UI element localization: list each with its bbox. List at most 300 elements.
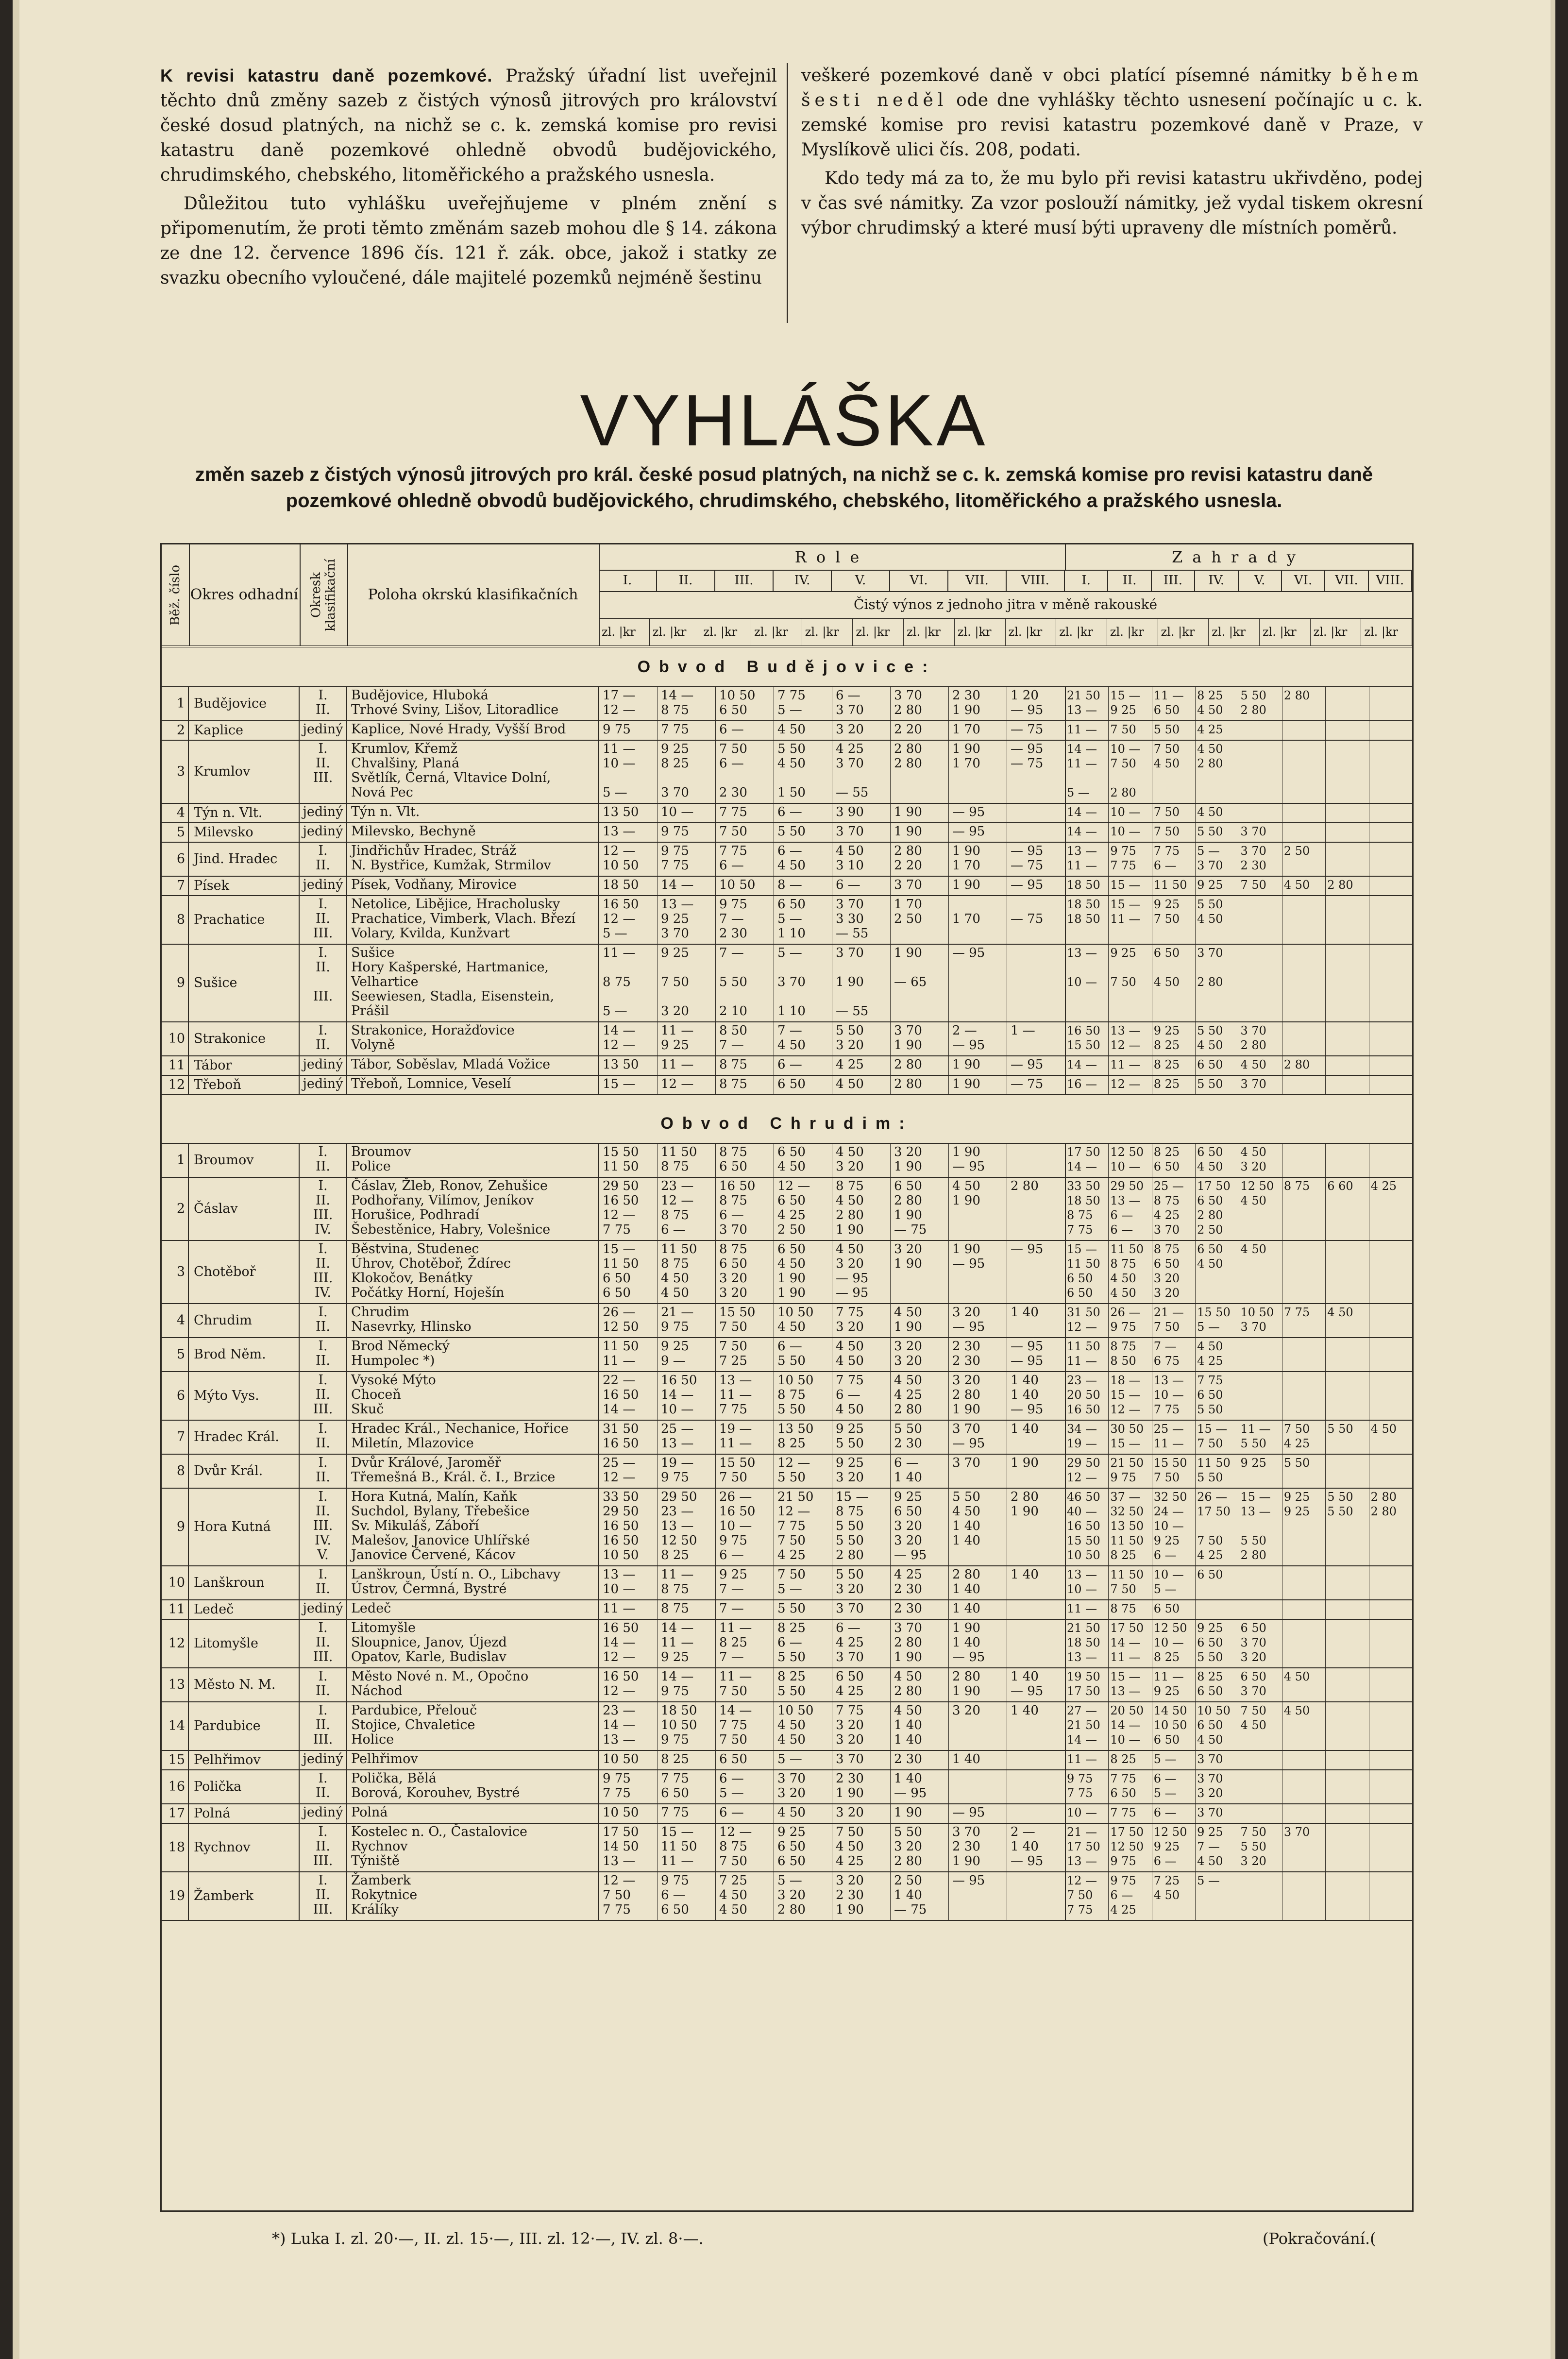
field-value: 3 20: [836, 1718, 864, 1732]
grid-line: [657, 686, 658, 720]
field-value: 5 —: [777, 1752, 802, 1766]
garden-value: 4 25: [1110, 1903, 1136, 1917]
field-value: 3 20: [836, 1805, 864, 1820]
field-value: 2 30: [894, 1582, 922, 1596]
row-district: Jind. Hradec: [189, 842, 300, 876]
row-number: 15: [162, 1750, 189, 1769]
field-value: 1 90: [952, 1621, 980, 1635]
grid-line: [1108, 1823, 1109, 1871]
field-value: 13 —: [661, 1519, 694, 1533]
table-row: [162, 876, 1412, 896]
grid-line: [890, 1619, 891, 1667]
field-value: 14 —: [603, 1635, 636, 1650]
field-value: 6 —: [836, 1621, 860, 1635]
field-value: 8 75: [719, 1193, 747, 1208]
garden-value: 5 —: [1197, 844, 1220, 858]
field-value: — 95: [952, 1650, 985, 1664]
field-value: 7 25: [719, 1354, 747, 1368]
garden-value: 8 50: [1110, 1354, 1136, 1368]
row-number: 3: [162, 1240, 189, 1303]
garden-value: 21 50: [1067, 1718, 1100, 1732]
field-value: 17 50: [603, 1825, 639, 1839]
grid-line: [657, 1769, 658, 1803]
garden-value: 12 50: [1240, 1179, 1274, 1193]
garden-value: 18 —: [1110, 1374, 1141, 1387]
garden-value: 14 —: [1110, 1636, 1141, 1649]
row-location: Písek, Vodňany, Mirovice: [347, 876, 599, 895]
field-value: 12 50: [661, 1533, 697, 1548]
grid-line: [715, 1303, 716, 1337]
field-value: 16 50: [603, 897, 639, 912]
field-value: 7 75: [603, 1222, 631, 1237]
grid-line: [1108, 1619, 1109, 1667]
garden-value: 5 50: [1327, 1422, 1353, 1436]
field-value: 8 75: [836, 1179, 864, 1193]
grid-line: [715, 1177, 716, 1240]
field-value: 6 —: [777, 1057, 802, 1072]
field-value: 4 50: [952, 1504, 980, 1519]
field-value: 7 —: [719, 1650, 744, 1664]
field-value: — 95: [894, 1786, 927, 1800]
row-class-district: I. II. III.: [300, 895, 347, 944]
garden-value: 14 —: [1067, 805, 1097, 819]
field-value: 2 80: [894, 1077, 922, 1091]
field-value: 12 —: [603, 1038, 636, 1052]
field-value: 10 50: [603, 1548, 639, 1562]
grid-line: [890, 1075, 891, 1094]
subtitle-line-2: pozemkové ohledně obvodů budějovického, chrudimského, chebského, litoměřického a pražského usnesla.: [286, 490, 1282, 511]
row-class-district: I. II.: [300, 1337, 347, 1371]
grid-line: [657, 944, 658, 1021]
garden-value: 8 25: [1197, 689, 1223, 702]
row-values: [599, 1143, 1412, 1177]
garden-value: 20 50: [1067, 1388, 1100, 1402]
field-value: 4 50: [836, 1077, 864, 1091]
grid-line-major: [1065, 1021, 1066, 1055]
field-value: 1 90: [952, 1145, 980, 1159]
field-value: 14 —: [603, 1402, 636, 1417]
field-value: 6 —: [661, 1888, 686, 1902]
field-value: 3 70: [836, 703, 864, 717]
garden-value: 9 25: [1110, 946, 1136, 960]
field-value: 8 75: [719, 1839, 747, 1854]
field-value: — 95: [952, 1873, 985, 1888]
field-value: 2 30: [836, 1771, 864, 1786]
field-value: 5 50: [836, 1519, 864, 1533]
field-value: 3 20: [894, 1145, 922, 1159]
field-value: 6 50: [661, 1786, 689, 1800]
field-value: 6 50: [777, 1839, 806, 1854]
garden-value: 4 50: [1240, 1058, 1266, 1071]
row-location: Krumlov, Křemž Chvalšiny, Planá Světlík, Černá, Vltavice Dolní, Nová Pec: [347, 740, 599, 803]
garden-class-header-8: VIII.: [1369, 570, 1412, 591]
grid-line: [1108, 1565, 1109, 1599]
intro-paragraph-4: Kdo tedy má za to, že mu bylo při revisi katastru ukřivděno, podej v čas své námitky. Za vzor poslouží námitky, jež vydal tiskem okresní výbor chrudimský a které musí býti upraveny dle místních poměrů.: [801, 169, 1423, 238]
garden-value: 14 50: [1153, 1704, 1187, 1717]
garden-value: 3 70: [1153, 1223, 1180, 1237]
grid-line: [1325, 686, 1326, 720]
grid-line: [948, 1303, 949, 1337]
field-value: 3 70: [836, 824, 864, 839]
garden-value: 15 50: [1067, 1534, 1100, 1547]
header-location-label: Poloha okrskú klasifikačních: [368, 586, 578, 603]
table-row: [162, 822, 1412, 843]
field-value: 1 70: [894, 897, 922, 912]
row-values: [599, 1055, 1412, 1075]
grid-line: [1325, 1303, 1326, 1337]
row-values: [599, 1240, 1412, 1303]
garden-value: 9 25: [1153, 1024, 1180, 1037]
grid-line: [1108, 1750, 1109, 1769]
garden-value: 15 —: [1110, 898, 1141, 911]
grid-line: [1108, 1371, 1109, 1420]
row-number: 14: [162, 1701, 189, 1750]
grid-line-major: [1065, 1619, 1066, 1667]
table-row: [162, 1420, 1412, 1455]
grid-line: [1195, 1769, 1196, 1803]
field-value: 14 —: [661, 688, 694, 703]
field-value: 2 80: [894, 742, 922, 756]
field-value: 5 50: [777, 1354, 806, 1368]
table-row: [162, 1750, 1412, 1770]
field-value: 6 —: [719, 1208, 744, 1222]
garden-value: 3 70: [1197, 946, 1223, 960]
field-value: 6 50: [603, 1286, 631, 1300]
garden-value: 7 —: [1197, 1840, 1220, 1853]
row-class-district: I. II. III. IV.: [300, 1177, 347, 1240]
garden-value: 15 —: [1110, 1437, 1141, 1450]
grid-line: [1195, 1488, 1196, 1565]
garden-value: 2 80: [1370, 1490, 1397, 1504]
grid-line: [948, 944, 949, 1021]
page-title: VYHLÁŠKA: [580, 379, 988, 461]
row-location: Litomyšle Sloupnice, Janov, Újezd Opatov, Karle, Budislav: [347, 1619, 599, 1667]
garden-value: 6 50: [1067, 1272, 1093, 1285]
field-value: 3 90: [836, 805, 864, 819]
field-value: 12 —: [603, 844, 636, 858]
field-value: 2 80: [894, 703, 922, 717]
grid-line: [715, 822, 716, 842]
garden-value: 20 50: [1110, 1704, 1144, 1717]
field-value: 10 50: [661, 1718, 697, 1732]
row-values: [599, 1871, 1412, 1920]
table-row: [162, 895, 1412, 945]
field-value: 19 —: [661, 1456, 694, 1470]
row-number: 7: [162, 876, 189, 895]
field-value: 4 50: [719, 1902, 747, 1917]
grid-line: [890, 1303, 891, 1337]
grid-line: [948, 1143, 949, 1177]
field-value: 1 40: [894, 1470, 922, 1485]
field-value: 6 50: [894, 1504, 922, 1519]
garden-value: 7 50: [1153, 825, 1180, 838]
garden-value: 5 —: [1197, 1874, 1220, 1887]
garden-value: 32 50: [1153, 1490, 1187, 1504]
field-value: 7 75: [836, 1305, 864, 1320]
field-value: 9 25: [661, 946, 689, 960]
table-row: [162, 1803, 1412, 1824]
field-value: 6 —: [777, 844, 802, 858]
field-value: 1 40: [1011, 1422, 1039, 1436]
garden-value: 2 50: [1283, 844, 1310, 858]
garden-value: 4 50: [1283, 878, 1310, 892]
grid-line: [948, 1420, 949, 1454]
field-value: 26 —: [719, 1490, 752, 1504]
garden-value: 6 50: [1153, 1602, 1180, 1615]
garden-value: 7 50: [1153, 1320, 1180, 1334]
field-value: 3 20: [836, 1470, 864, 1485]
garden-value: 3 70: [1240, 1684, 1266, 1698]
grid-line-major: [1065, 822, 1066, 842]
garden-value: 11 50: [1110, 1534, 1144, 1547]
field-value: 9 75: [719, 897, 747, 912]
garden-value: 4 25: [1197, 1548, 1223, 1562]
row-location: Město Nové n. M., Opočno Náchod: [347, 1667, 599, 1701]
grid-line: [1325, 1619, 1326, 1667]
garden-value: 13 —: [1067, 844, 1097, 858]
garden-value: 6 50: [1153, 1257, 1180, 1271]
garden-value: 17 50: [1067, 1145, 1100, 1159]
table-row: [162, 1055, 1412, 1076]
field-value: 14 50: [603, 1839, 639, 1854]
row-values: [599, 1599, 1412, 1619]
garden-value: 12 50: [1110, 1145, 1144, 1159]
garden-value: 5 50: [1197, 1650, 1223, 1664]
grid-line: [1195, 740, 1196, 803]
scan-strip-right: [1551, 0, 1555, 2359]
garden-value: 13 —: [1153, 1374, 1184, 1387]
garden-value: 2 80: [1283, 1058, 1310, 1071]
table-row: [162, 1488, 1412, 1566]
field-value: 5 50: [777, 1650, 806, 1664]
garden-value: 4 50: [1240, 1194, 1266, 1207]
field-value: 1 40: [1011, 1305, 1039, 1320]
grid-line: [657, 822, 658, 842]
field-value: 16 50: [603, 1193, 639, 1208]
garden-value: 3 20: [1240, 1854, 1266, 1868]
field-value: 21 50: [777, 1490, 814, 1504]
field-value: 1 10: [777, 1004, 806, 1018]
row-class-district: jediný: [300, 876, 347, 895]
header-district-label: Okres odhadní: [190, 586, 299, 603]
field-value: 3 20: [836, 1732, 864, 1747]
grid-line: [948, 803, 949, 822]
grid-line-major: [1065, 1701, 1066, 1750]
grid-line: [715, 1075, 716, 1094]
row-location: Týn n. Vlt.: [347, 803, 599, 822]
garden-value: 6 50: [1197, 1194, 1223, 1207]
field-value: 4 50: [777, 1159, 806, 1174]
field-value: 9 25: [836, 1422, 864, 1436]
grid-line: [1108, 822, 1109, 842]
field-value: 16 50: [603, 1388, 639, 1402]
garden-value: 11 —: [1240, 1422, 1271, 1436]
field-value: 5 —: [603, 926, 627, 941]
row-number: 2: [162, 720, 189, 740]
field-value: 16 50: [603, 1533, 639, 1548]
field-value: 9 75: [661, 1732, 689, 1747]
row-district: Kaplice: [189, 720, 300, 740]
field-value: 9 75: [661, 1470, 689, 1485]
field-value: — 95: [894, 1548, 927, 1562]
grid-line-major: [1065, 895, 1066, 944]
grid-line: [1325, 1769, 1326, 1803]
row-district: Mýto Vys.: [189, 1371, 300, 1420]
unit-header: zl. |kr: [853, 618, 904, 645]
table-row: [162, 1769, 1412, 1804]
field-value: 13 —: [603, 1732, 636, 1747]
row-location: Budějovice, Hluboká Trhové Sviny, Lišov, Litoradlice: [347, 686, 599, 720]
field-value: 4 50: [836, 1402, 864, 1417]
garden-value: 2 80: [1197, 975, 1223, 989]
field-value: 16 50: [603, 1669, 639, 1684]
unit-header: zl. |kr: [1158, 618, 1209, 645]
garden-value: 18 50: [1067, 1636, 1100, 1649]
garden-value: 14 —: [1067, 1058, 1097, 1071]
grid-line: [715, 1803, 716, 1823]
row-values: [599, 944, 1412, 1021]
field-value: 4 50: [836, 844, 864, 858]
garden-value: 7 75: [1110, 859, 1136, 872]
garden-value: 21 50: [1067, 689, 1100, 702]
field-value: 3 20: [952, 1703, 980, 1718]
field-value: 8 75: [661, 1582, 689, 1596]
field-value: 11 —: [719, 1388, 752, 1402]
field-value: 6 50: [777, 897, 806, 912]
field-value: 7 75: [836, 1703, 864, 1718]
field-value: 1 90: [952, 1057, 980, 1072]
field-value: — 75: [1011, 858, 1044, 873]
garden-value: 19 50: [1067, 1670, 1100, 1683]
field-value: 2 —: [1011, 1825, 1035, 1839]
unit-header: zl. |kr: [1056, 618, 1107, 645]
garden-value: 10 —: [1110, 825, 1141, 838]
garden-value: 13 —: [1067, 1568, 1097, 1581]
row-district: Čáslav: [189, 1177, 300, 1240]
field-value: 3 70: [836, 1650, 864, 1664]
row-class-district: I. II.: [300, 686, 347, 720]
garden-value: 3 70: [1240, 1077, 1266, 1091]
grid-line: [890, 1143, 891, 1177]
garden-value: 12 50: [1110, 1840, 1144, 1853]
field-value: 7 50: [719, 742, 747, 756]
grid-line: [1108, 1667, 1109, 1701]
intro-article: [160, 63, 1423, 323]
garden-value: 6 50: [1197, 1242, 1223, 1256]
field-value: 6 50: [719, 1159, 747, 1174]
garden-value: 7 75: [1153, 844, 1180, 858]
row-number: 1: [162, 1143, 189, 1177]
grid-line: [890, 1667, 891, 1701]
field-value: 26 —: [603, 1305, 636, 1320]
row-class-district: jediný: [300, 803, 347, 822]
garden-value: 8 75: [1110, 1257, 1136, 1271]
field-value: 1 90: [952, 878, 980, 892]
garden-value: 8 75: [1067, 1208, 1093, 1222]
field-value: 2 30: [894, 1436, 922, 1451]
field-value: 3 20: [836, 1582, 864, 1596]
field-value: 11 —: [661, 1567, 694, 1582]
field-value: 2 80: [836, 1208, 864, 1222]
field-value: 11 —: [661, 1854, 694, 1868]
field-value: 10 50: [719, 878, 756, 892]
field-value: 3 70: [952, 1422, 980, 1436]
grid-line: [1195, 686, 1196, 720]
grid-line: [890, 1488, 891, 1565]
garden-value: 11 50: [1110, 1568, 1144, 1581]
row-class-district: I. II.: [300, 1021, 347, 1055]
field-value: 8 75: [661, 1601, 689, 1616]
field-value: 8 75: [719, 1077, 747, 1091]
garden-class-header-1: I.: [1065, 570, 1108, 591]
unit-header: zl. |kr: [1260, 618, 1311, 645]
field-value: 9 25: [661, 742, 689, 756]
grid-line: [948, 1667, 949, 1701]
row-district: Polička: [189, 1769, 300, 1803]
grid-line: [890, 803, 891, 822]
field-class-header-5: V.: [832, 570, 890, 591]
garden-value: 7 75: [1110, 1806, 1136, 1819]
field-value: 9 75: [661, 1320, 689, 1334]
garden-value: 6 60: [1327, 1179, 1353, 1193]
field-value: 7 50: [719, 1732, 747, 1747]
grid-line: [890, 1871, 891, 1920]
field-value: 3 20: [894, 1533, 922, 1548]
intro-column-right: [801, 63, 1423, 244]
field-value: 4 50: [777, 1038, 806, 1052]
field-value: 9 75: [603, 722, 631, 737]
field-value: 3 20: [719, 1286, 747, 1300]
grid-line: [715, 1337, 716, 1371]
garden-value: 6 50: [1153, 1160, 1180, 1173]
field-value: 5 50: [777, 824, 806, 839]
field-value: 1 90: [894, 1256, 922, 1271]
garden-value: 4 50: [1283, 1704, 1310, 1717]
garden-value: 13 —: [1067, 1650, 1097, 1664]
field-value: 12 —: [719, 1825, 752, 1839]
garden-value: 9 75: [1110, 1320, 1136, 1334]
field-value: 7 75: [661, 722, 689, 737]
field-value: — 75: [894, 1902, 927, 1917]
field-value: 4 50: [777, 1718, 806, 1732]
garden-value: 3 20: [1153, 1286, 1180, 1300]
field-value: 4 50: [777, 722, 806, 737]
field-value: 1 90: [836, 1222, 864, 1237]
table-row: [162, 740, 1412, 804]
garden-value: 4 50: [1197, 1160, 1223, 1173]
field-value: 4 50: [777, 858, 806, 873]
grid-line: [948, 1599, 949, 1619]
field-value: 10 50: [603, 1805, 639, 1820]
field-value: 3 20: [894, 1339, 922, 1354]
field-value: 6 —: [777, 1635, 802, 1650]
field-value: 11 —: [603, 946, 636, 960]
garden-value: 10 —: [1153, 1568, 1184, 1581]
field-value: 4 50: [836, 1354, 864, 1368]
grid-line: [1325, 1488, 1326, 1565]
field-value: 10 —: [661, 805, 694, 819]
field-value: 12 —: [603, 912, 636, 926]
field-value: 1 40: [1011, 1839, 1039, 1854]
field-value: 22 —: [603, 1373, 636, 1388]
grid-line: [1108, 876, 1109, 895]
row-number: 19: [162, 1871, 189, 1920]
field-value: 1 40: [1011, 1567, 1039, 1582]
field-value: 2 80: [894, 1854, 922, 1868]
field-value: 3 70: [952, 1825, 980, 1839]
field-value: 5 50: [894, 1422, 922, 1436]
grid-line: [657, 720, 658, 740]
